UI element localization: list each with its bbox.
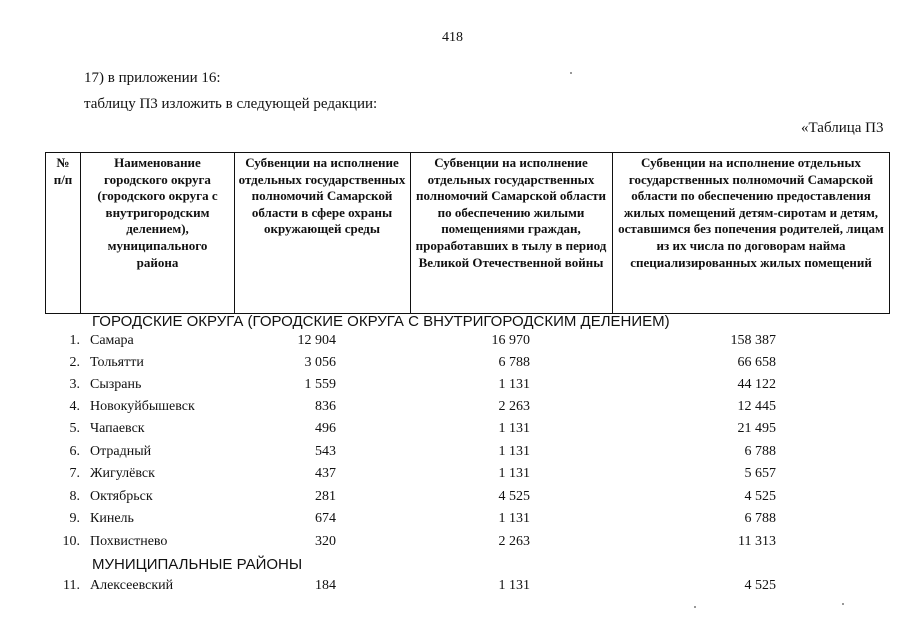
row-number: 6. [69, 444, 80, 459]
table-row [0, 489, 905, 511]
row-env-value: 12 904 [297, 333, 336, 348]
header-war: Субвенции на исполнение отдельных государственных полномочий Самарской области по обеспечению жилыми помещениями граждан, проработавших в тылу в период Великой Отечественной войны [415, 155, 607, 270]
row-war-value: 1 131 [498, 466, 530, 481]
scan-speck [842, 603, 844, 605]
table-row [0, 421, 905, 443]
table-row [0, 511, 905, 533]
row-number: 1. [69, 333, 80, 348]
row-war-value: 2 263 [498, 534, 530, 549]
row-number: 11. [63, 578, 80, 593]
scan-speck [694, 606, 696, 608]
section-districts: МУНИЦИПАЛЬНЫЕ РАЙОНЫ [92, 556, 303, 573]
section-urban: ГОРОДСКИЕ ОКРУГА (ГОРОДСКИЕ ОКРУГА С ВНУТРИГОРОДСКИМ ДЕЛЕНИЕМ) [92, 313, 670, 330]
table-row [0, 444, 905, 466]
row-orphans-value: 158 387 [730, 333, 776, 348]
row-orphans-value: 6 788 [744, 444, 776, 459]
row-orphans-value: 4 525 [744, 578, 776, 593]
header-env: Субвенции на исполнение отдельных государственных полномочий Самарской области в сфере охраны окружающей среды [238, 155, 406, 237]
row-orphans-value: 66 658 [737, 355, 776, 370]
row-name: Жигулёвск [90, 466, 155, 481]
row-war-value: 2 263 [498, 399, 530, 414]
table-caption: «Таблица П3 [801, 120, 884, 136]
row-war-value: 1 131 [498, 444, 530, 459]
row-env-value: 1 559 [304, 377, 336, 392]
row-orphans-value: 21 495 [737, 421, 776, 436]
row-orphans-value: 44 122 [737, 377, 776, 392]
header-orphans: Субвенции на исполнение отдельных государственных полномочий Самарской области по обеспечению предоставления жилых помещений детям-сиротам и детям, оставшимся без попечения родителей, лицам из их числа по договорам найма специализированных жилых помещений [618, 155, 884, 270]
row-name: Отрадный [90, 444, 152, 459]
table-row [0, 578, 905, 600]
table-row [0, 399, 905, 421]
table-row [0, 355, 905, 377]
row-env-value: 674 [315, 511, 336, 526]
row-env-value: 836 [315, 399, 336, 414]
row-number: 5. [69, 421, 80, 436]
row-name: Тольятти [90, 355, 144, 370]
row-war-value: 1 131 [498, 421, 530, 436]
row-name: Алексеевский [90, 578, 174, 593]
row-number: 9. [69, 511, 80, 526]
row-war-value: 16 970 [491, 333, 530, 348]
header-num: № п/п [53, 155, 73, 187]
row-war-value: 6 788 [498, 355, 530, 370]
table-row [0, 377, 905, 399]
header-divider [80, 152, 81, 314]
row-number: 4. [69, 399, 80, 414]
header-divider [45, 152, 46, 314]
row-number: 2. [69, 355, 80, 370]
row-number: 3. [69, 377, 80, 392]
row-env-value: 3 056 [304, 355, 336, 370]
row-name: Сызрань [90, 377, 142, 392]
table-row [0, 333, 905, 355]
row-orphans-value: 5 657 [744, 466, 776, 481]
header-top-border [45, 152, 890, 153]
row-war-value: 1 131 [498, 578, 530, 593]
row-name: Кинель [90, 511, 134, 526]
row-env-value: 320 [315, 534, 336, 549]
row-orphans-value: 12 445 [737, 399, 776, 414]
header-divider [889, 152, 890, 314]
row-number: 8. [69, 489, 80, 504]
header-divider [234, 152, 235, 314]
item-intro: 17) в приложении 16: [84, 70, 221, 86]
row-orphans-value: 11 313 [738, 534, 776, 549]
header-divider [410, 152, 411, 314]
row-orphans-value: 4 525 [744, 489, 776, 504]
header-divider [612, 152, 613, 314]
table-row [0, 534, 905, 556]
row-orphans-value: 6 788 [744, 511, 776, 526]
row-name: Новокуйбышевск [90, 399, 195, 414]
row-env-value: 437 [315, 466, 336, 481]
row-name: Похвистнево [90, 534, 168, 549]
table-row [0, 466, 905, 488]
row-war-value: 1 131 [498, 377, 530, 392]
row-env-value: 281 [315, 489, 336, 504]
page-number: 418 [442, 30, 463, 45]
row-number: 10. [62, 534, 80, 549]
row-name: Октябрьск [90, 489, 153, 504]
header-name: Наименование городского округа (городского округа с внутригородским делением), муниципального района [97, 155, 218, 270]
row-env-value: 184 [315, 578, 336, 593]
row-name: Чапаевск [90, 421, 145, 436]
row-name: Самара [90, 333, 134, 348]
scan-speck [570, 72, 572, 74]
row-env-value: 496 [315, 421, 336, 436]
row-number: 7. [69, 466, 80, 481]
row-war-value: 1 131 [498, 511, 530, 526]
row-env-value: 543 [315, 444, 336, 459]
item-instruction: таблицу П3 изложить в следующей редакции: [84, 96, 378, 112]
row-war-value: 4 525 [498, 489, 530, 504]
